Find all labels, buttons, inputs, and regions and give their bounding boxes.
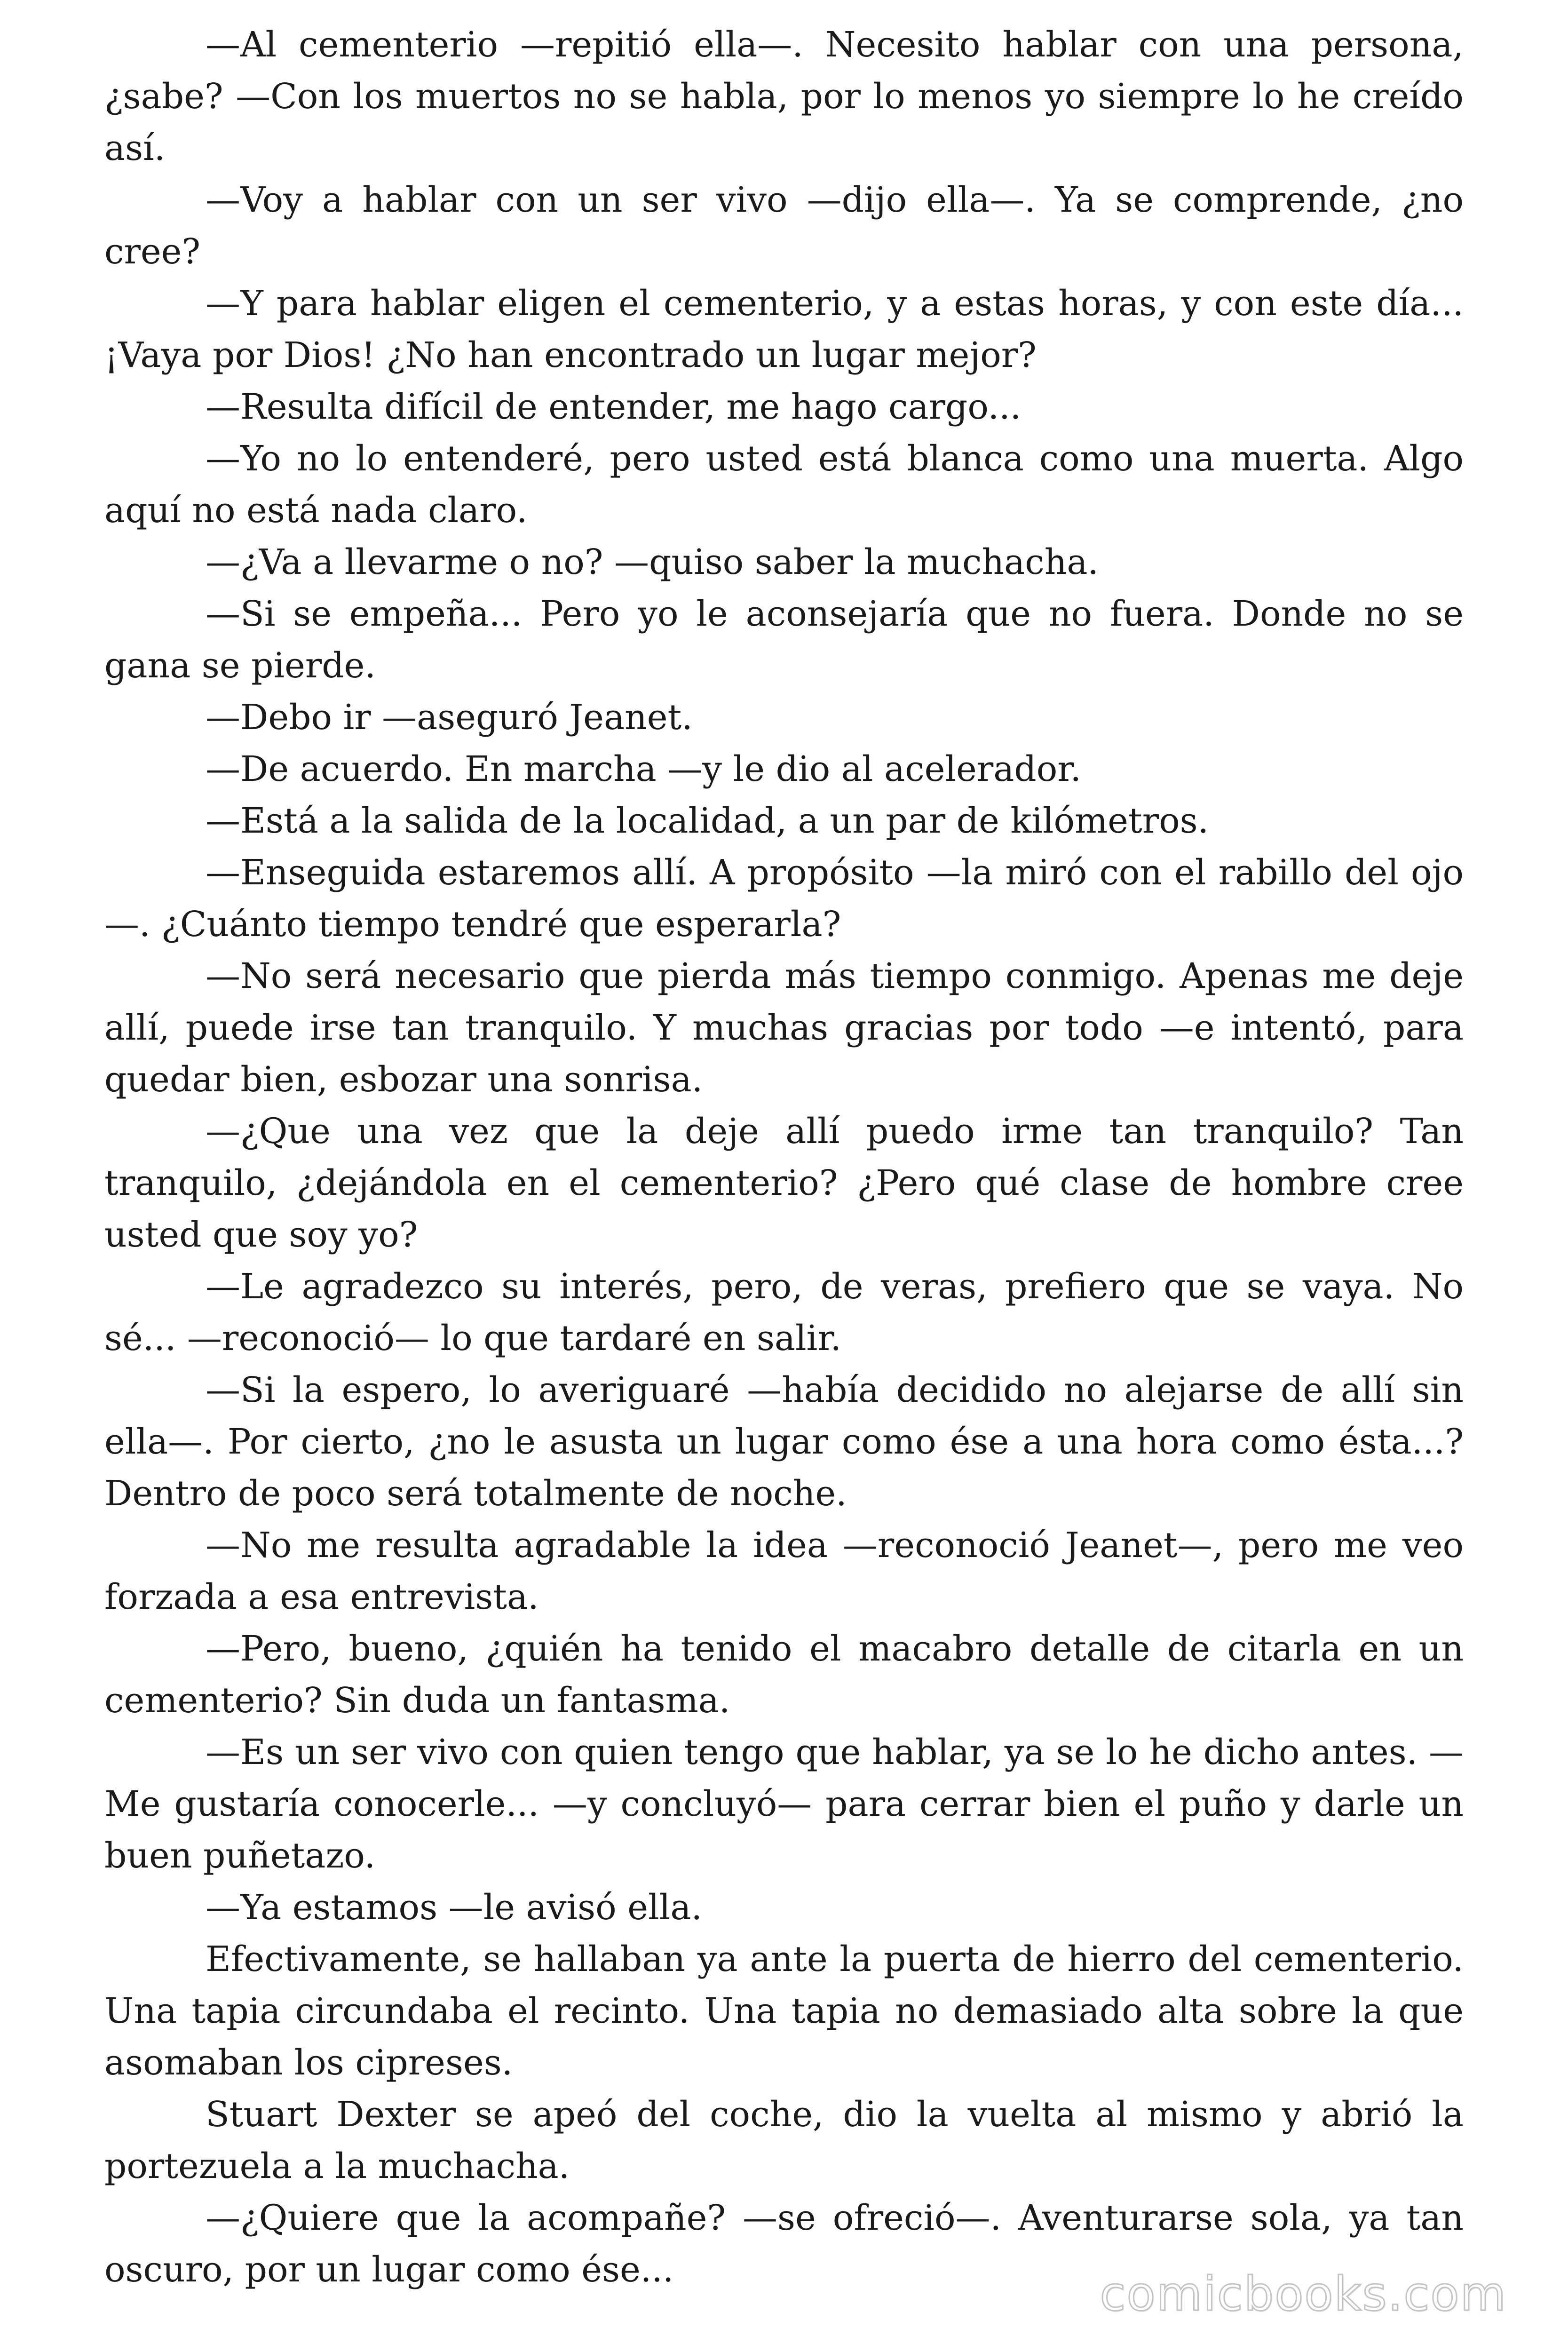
paragraph: —No me resulta agradable la idea —reconoció Jeanet—, pero me veo forzada a esa entrevista. — [104, 1525, 1464, 1617]
paragraph: —Enseguida estaremos allí. A propósito —la miró con el rabillo del ojo—. ¿Cuánto tiempo tendré que esperarla? — [104, 852, 1464, 945]
paragraph: —Debo ir —aseguró Jeanet. — [206, 697, 693, 738]
watermark-logo: comicbooks.com — [1100, 2266, 1507, 2321]
paragraph: —Le agradezco su interés, pero, de veras, prefiero que se vaya. No sé... —reconoció— lo que tardaré en salir. — [104, 1266, 1464, 1359]
paragraph: Efectivamente, se hallaban ya ante la puerta de hierro del cementerio. Una tapia circundaba el recinto. Una tapia no demasiado alta sobre la que asomaban los cipreses. — [104, 1939, 1464, 2083]
paragraph: —Voy a hablar con un ser vivo —dijo ella—. Ya se comprende, ¿no cree? — [104, 180, 1464, 272]
paragraph: —Resulta difícil de entender, me hago cargo... — [206, 387, 1022, 427]
page-body — [104, 19, 1464, 2296]
paragraph: —¿Va a llevarme o no? —quiso saber la muchacha. — [206, 542, 1099, 582]
paragraph: —Si la espero, lo averiguaré —había decidido no alejarse de allí sin ella—. Por cierto, ¿no le asusta un lugar como ése a una hora como ésta...? Dentro de poco será totalmente de noche. — [104, 1370, 1464, 1514]
paragraph: —De acuerdo. En marcha —y le dio al acelerador. — [206, 749, 1082, 789]
paragraph: —¿Quiere que la acompañe? —se ofreció—. Aventurarse sola, ya tan oscuro, por un lugar como ése... — [104, 2198, 1464, 2290]
paragraph: Stuart Dexter se apeó del coche, dio la vuelta al mismo y abrió la portezuela a la muchacha. — [104, 2094, 1464, 2186]
paragraph: —Y para hablar eligen el cementerio, y a estas horas, y con este día... ¡Vaya por Dios! ¿No han encontrado un lugar mejor? — [104, 283, 1464, 375]
paragraph: —Es un ser vivo con quien tengo que hablar, ya se lo he dicho antes. —Me gustaría conocerle... —y concluyó— para cerrar bien el puño y darle un buen puñetazo. — [104, 1732, 1464, 1876]
paragraph: —¿Que una vez que la deje allí puedo irme tan tranquilo? Tan tranquilo, ¿dejándola en el cementerio? ¿Pero qué clase de hombre cree usted que soy yo? — [104, 1111, 1464, 1255]
paragraph: —Al cementerio —repitió ella—. Necesito hablar con una persona, ¿sabe? —Con los muertos no se habla, por lo menos yo siempre lo he creído así. — [104, 24, 1464, 168]
paragraph: —Si se empeña... Pero yo le aconsejaría que no fuera. Donde no se gana se pierde. — [104, 594, 1464, 686]
paragraph: —No será necesario que pierda más tiempo conmigo. Apenas me deje allí, puede irse tan tranquilo. Y muchas gracias por todo —e intentó, para quedar bien, esbozar una sonrisa. — [104, 956, 1464, 1100]
paragraph: —Yo no lo entenderé, pero usted está blanca como una muerta. Algo aquí no está nada claro. — [104, 438, 1464, 531]
paragraph: —Pero, bueno, ¿quién ha tenido el macabro detalle de citarla en un cementerio? Sin duda un fantasma. — [104, 1629, 1464, 1721]
paragraph: —Está a la salida de la localidad, a un par de kilómetros. — [206, 801, 1209, 841]
paragraph: —Ya estamos —le avisó ella. — [206, 1887, 702, 1928]
